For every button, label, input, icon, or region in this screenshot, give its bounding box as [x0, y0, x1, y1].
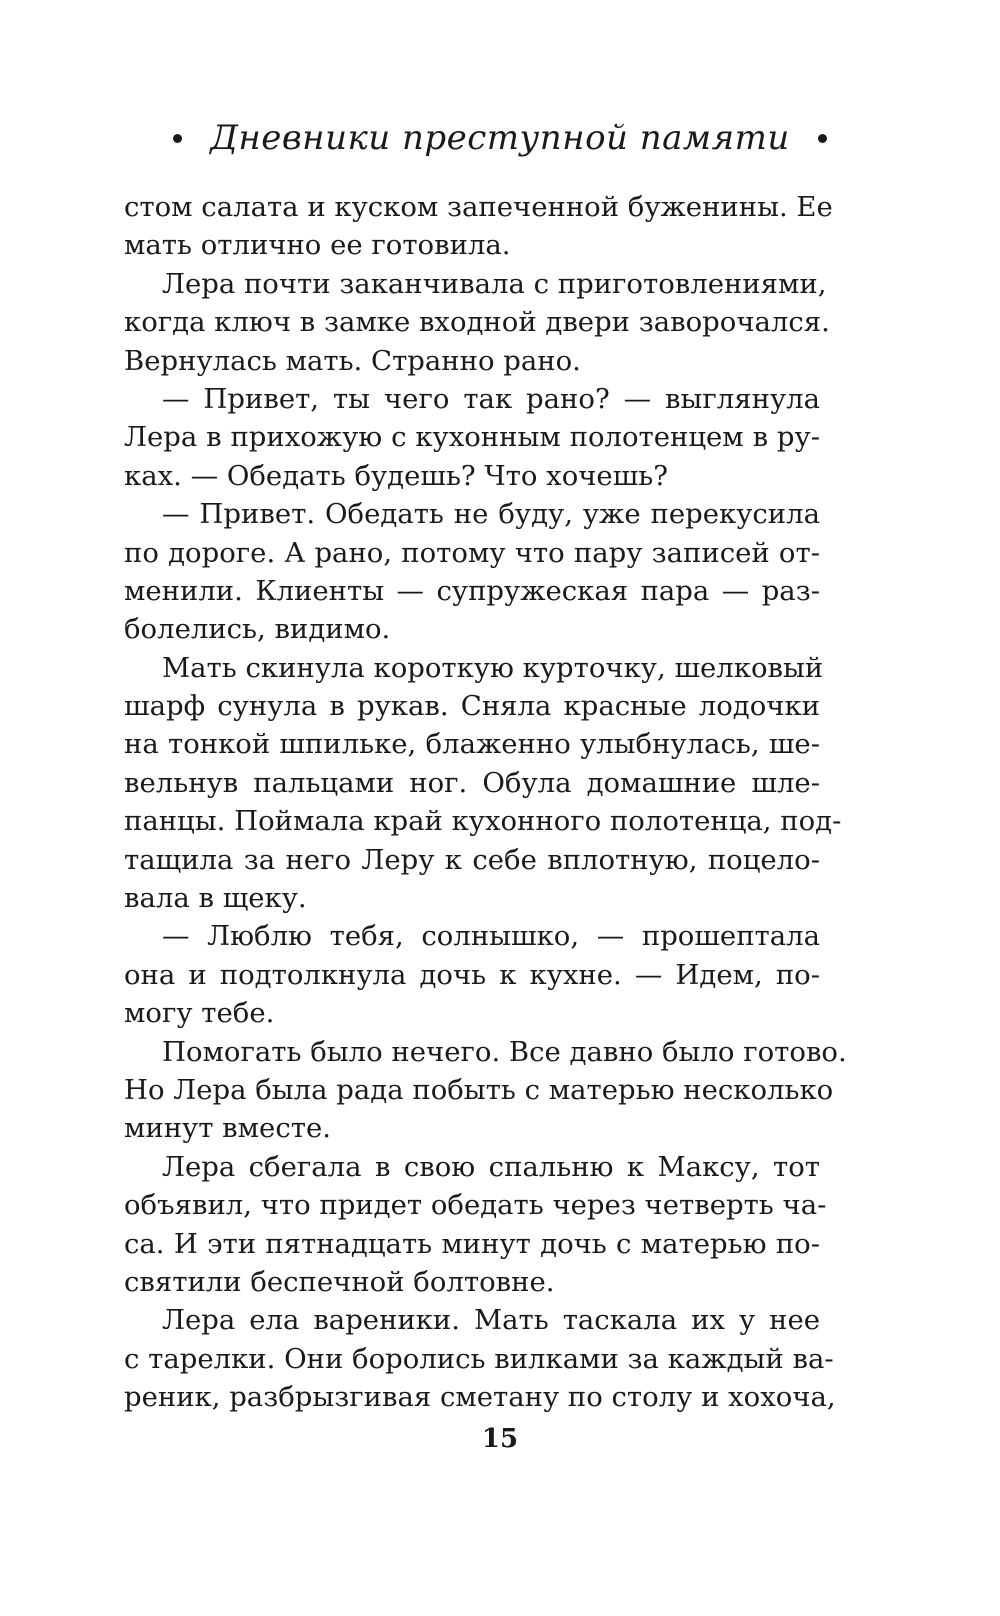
text-line: объявил, что придет обедать через четверть ча-	[124, 1189, 827, 1222]
text-line: ках. — Обедать будешь? Что хочешь?	[124, 459, 668, 492]
text-line: минут вместе.	[124, 1112, 331, 1145]
text-line: менили. Клиенты — супружеская пара — раз-	[124, 574, 820, 607]
paragraph	[124, 265, 830, 380]
text-line: вала в щеку.	[124, 882, 307, 915]
paragraph	[124, 917, 820, 1032]
text-line: болелись, видимо.	[124, 613, 391, 646]
text-line: Мать скинула короткую курточку, шелковый	[162, 651, 824, 684]
text-line: Лера в прихожую с кухонным полотенцем в ру-	[124, 421, 820, 454]
paragraph	[124, 1033, 847, 1148]
text-line: — Люблю тебя, солнышко, — прошептала	[162, 920, 820, 953]
text-line: — Привет. Обедать не буду, уже перекусила	[162, 498, 820, 531]
paragraph	[124, 1301, 836, 1416]
running-header	[0, 118, 1000, 178]
paragraph	[124, 495, 820, 649]
body-text	[124, 188, 847, 1417]
text-line: на тонкой шпильке, блаженно улыбнулась, ше-	[124, 728, 820, 761]
text-line: вельнув пальцами ног. Обула домашние шле-	[124, 766, 820, 799]
text-line: стом салата и куском запеченной буженины. Ее	[124, 191, 833, 223]
text-line: с тарелки. Они боролись вилками за каждый ва-	[124, 1342, 834, 1375]
text-line: могу тебе.	[124, 997, 275, 1030]
text-line: Лера ела вареники. Мать таскала их у нее	[162, 1304, 820, 1337]
text-line: шарф сунула в рукав. Сняла красные лодочки	[124, 690, 820, 723]
text-line: мать отлично ее готовила.	[124, 229, 511, 262]
header-bullet-right	[818, 134, 827, 143]
text-line: Вернулась мать. Странно рано.	[124, 344, 581, 377]
paragraph	[124, 188, 833, 265]
running-title: Дневники преступной памяти	[210, 118, 790, 158]
text-line: реник, разбрызгивая сметану по столу и хохоча,	[124, 1381, 836, 1414]
text-line: Лера почти заканчивала с приготовлениями,	[162, 267, 827, 300]
text-line: когда ключ в замке входной двери заворочался.	[124, 306, 830, 339]
paragraph	[124, 1148, 827, 1302]
text-line: Лера сбегала в свою спальню к Максу, тот	[162, 1150, 820, 1183]
text-line: са. И эти пятнадцать минут дочь с матерью по-	[124, 1227, 820, 1260]
text-line: она и подтолкнула дочь к кухне. — Идем, по-	[124, 958, 820, 991]
text-line: по дороге. А рано, потому что пару записей от-	[124, 536, 820, 569]
text-line: святили беспечной болтовне.	[124, 1265, 555, 1298]
text-line: — Привет, ты чего так рано? — выглянула	[162, 382, 820, 415]
header-bullet-left	[173, 134, 182, 143]
page-number: 15	[481, 1424, 519, 1454]
text-line: панцы. Поймала край кухонного полотенца, под-	[124, 805, 842, 838]
paragraph	[124, 649, 842, 918]
text-line: Но Лера была рада побыть с матерью несколько	[124, 1073, 834, 1106]
paragraph	[124, 380, 820, 495]
text-line: тащила за него Леру к себе вплотную, поцело-	[124, 843, 820, 876]
text-line: Помогать было нечего. Все давно было готово.	[162, 1035, 847, 1068]
